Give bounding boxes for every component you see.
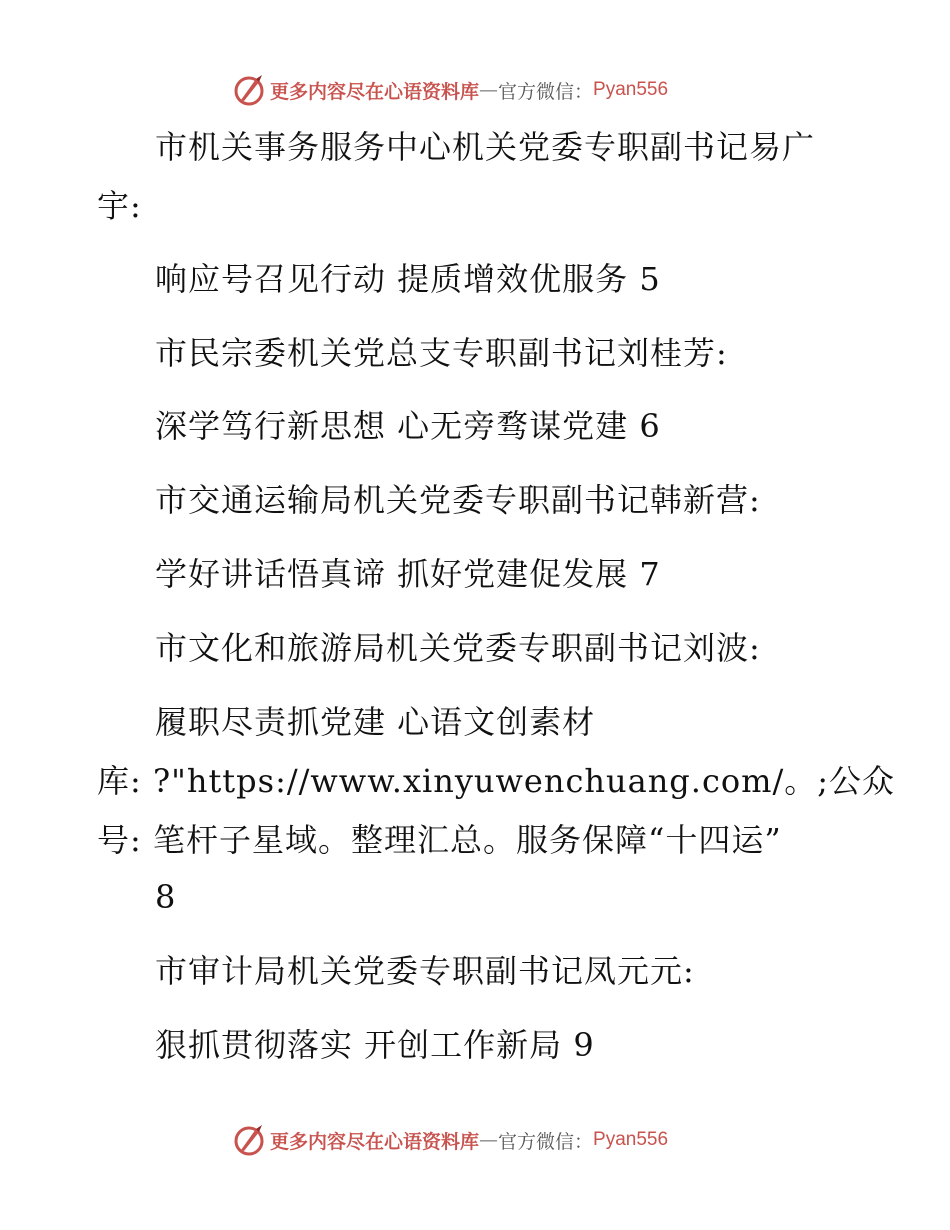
text-line: 市文化和旅游局机关党委专职副书记刘波: [155,629,761,667]
toc-entry: 深学笃行新思想 心无旁骛谋党建 6 [155,407,661,445]
toc-entry: 履职尽责抓党建 心语文创素材 [155,703,596,741]
text-line: 市机关事务服务中心机关党委专职副书记易广 [155,128,816,166]
text-line: 号: 笔杆子星域。整理汇总。服务保障“十四运” [97,821,782,859]
banner-main-text: 更多内容尽在心语资料库 [270,1130,480,1153]
banner-account: Pyan556 [593,79,669,100]
footer-banner [232,1120,732,1160]
banner-account: Pyan556 [593,1129,669,1150]
quill-logo-icon [232,1123,266,1157]
toc-entry: 学好讲话悟真谛 抓好党建促发展 7 [155,555,661,593]
text-line: 库: ?"https://www.xinyuwenchuang.com/。;公众 [97,762,896,800]
banner-wechat-label: 官方微信： [498,1130,594,1153]
page-number: 8 [155,878,177,916]
banner-wechat-label: 官方微信： [498,80,594,103]
toc-entry: 狠抓贯彻落实 开创工作新局 9 [155,1026,595,1064]
banner-separator: — [479,79,499,101]
header-banner [232,70,732,110]
text-line: 市交通运输局机关党委专职副书记韩新营: [155,481,761,519]
banner-main-text: 更多内容尽在心语资料库 [270,80,480,103]
toc-entry: 响应号召见行动 提质增效优服务 5 [155,260,661,298]
banner-separator: — [479,1129,499,1151]
text-line: 宇: [97,187,142,225]
text-line: 市民宗委机关党总支专职副书记刘桂芳: [155,334,728,372]
text-line: 市审计局机关党委专职副书记凤元元: [155,952,695,990]
quill-logo-icon [232,73,266,107]
